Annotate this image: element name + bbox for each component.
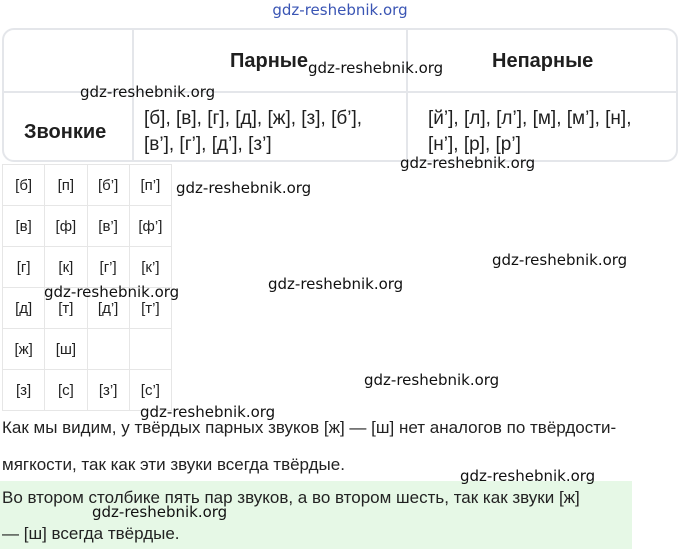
- table-row: [3, 329, 172, 370]
- grid-cell: [ж]: [3, 329, 45, 370]
- grid-cell: [т]: [45, 288, 87, 329]
- table-row: [3, 247, 172, 288]
- header-paired: Парные: [230, 50, 308, 72]
- watermark: gdz-reshebnik.org: [400, 154, 536, 172]
- grid-cell: [ф]: [45, 206, 87, 247]
- table-divider: [406, 30, 408, 160]
- grid-cell: [с’]: [129, 370, 171, 411]
- grid-cell: [б]: [3, 165, 45, 206]
- watermark: gdz-reshebnik.org: [92, 503, 228, 521]
- grid-cell: [п’]: [129, 165, 171, 206]
- watermark: gdz-reshebnik.org: [44, 283, 180, 301]
- unpaired-voiced-line-2: [н’], [р], [р’]: [428, 134, 521, 155]
- grid-cell: [129, 329, 171, 370]
- watermark: gdz-reshebnik.org: [308, 59, 444, 77]
- paired-voiced-line-2: [в’], [г’], [д’], [з’]: [144, 134, 272, 155]
- watermark: gdz-reshebnik.org: [460, 467, 596, 485]
- table-row: [3, 206, 172, 247]
- grid-cell: [з]: [3, 370, 45, 411]
- grid-cell: [87, 329, 129, 370]
- note-line-1: Во втором столбике пять пар звуков, а во втором шесть, так как звуки [ж]: [2, 488, 580, 507]
- grid-cell: [б’]: [87, 165, 129, 206]
- header-unpaired: Непарные: [492, 50, 594, 72]
- paired-voiced-line-1: [б], [в], [г], [д], [ж], [з], [б’],: [144, 108, 363, 129]
- grid-cell: [д]: [3, 288, 45, 329]
- watermark: gdz-reshebnik.org: [140, 403, 276, 421]
- grid-cell: [т’]: [129, 288, 171, 329]
- grid-cell: [з’]: [87, 370, 129, 411]
- table-row: [3, 165, 172, 206]
- watermark: gdz-reshebnik.org: [364, 371, 500, 389]
- watermark: gdz-reshebnik.org: [492, 251, 628, 269]
- grid-cell: [ш]: [45, 329, 87, 370]
- grid-cell: [п]: [45, 165, 87, 206]
- row-label-voiced: Звонкие: [24, 121, 107, 143]
- watermark: gdz-reshebnik.org: [268, 275, 404, 293]
- watermark: gdz-reshebnik.org: [176, 179, 312, 197]
- paragraph-line-1: Как мы видим, у твёрдых парных звуков [ж] — [ш] нет аналогов по твёрдости-: [2, 418, 617, 437]
- unpaired-voiced-line-1: [й’], [л], [л’], [м], [м’], [н],: [428, 108, 632, 129]
- grid-cell: [в’]: [87, 206, 129, 247]
- grid-cell: [ф’]: [129, 206, 171, 247]
- grid-cell: [к’]: [129, 247, 171, 288]
- grid-cell: [с]: [45, 370, 87, 411]
- watermark: gdz-reshebnik.org: [80, 83, 216, 101]
- grid-cell: [д’]: [87, 288, 129, 329]
- grid-cell: [в]: [3, 206, 45, 247]
- grid-cell: [г’]: [87, 247, 129, 288]
- grid-cell: [г]: [3, 247, 45, 288]
- grid-cell: [к]: [45, 247, 87, 288]
- paragraph-line-2: мягкости, так как эти звуки всегда твёрдые.: [2, 455, 345, 474]
- note-line-2: — [ш] всегда твёрдые.: [2, 524, 180, 543]
- watermark-top: gdz-reshebnik.org: [272, 1, 408, 19]
